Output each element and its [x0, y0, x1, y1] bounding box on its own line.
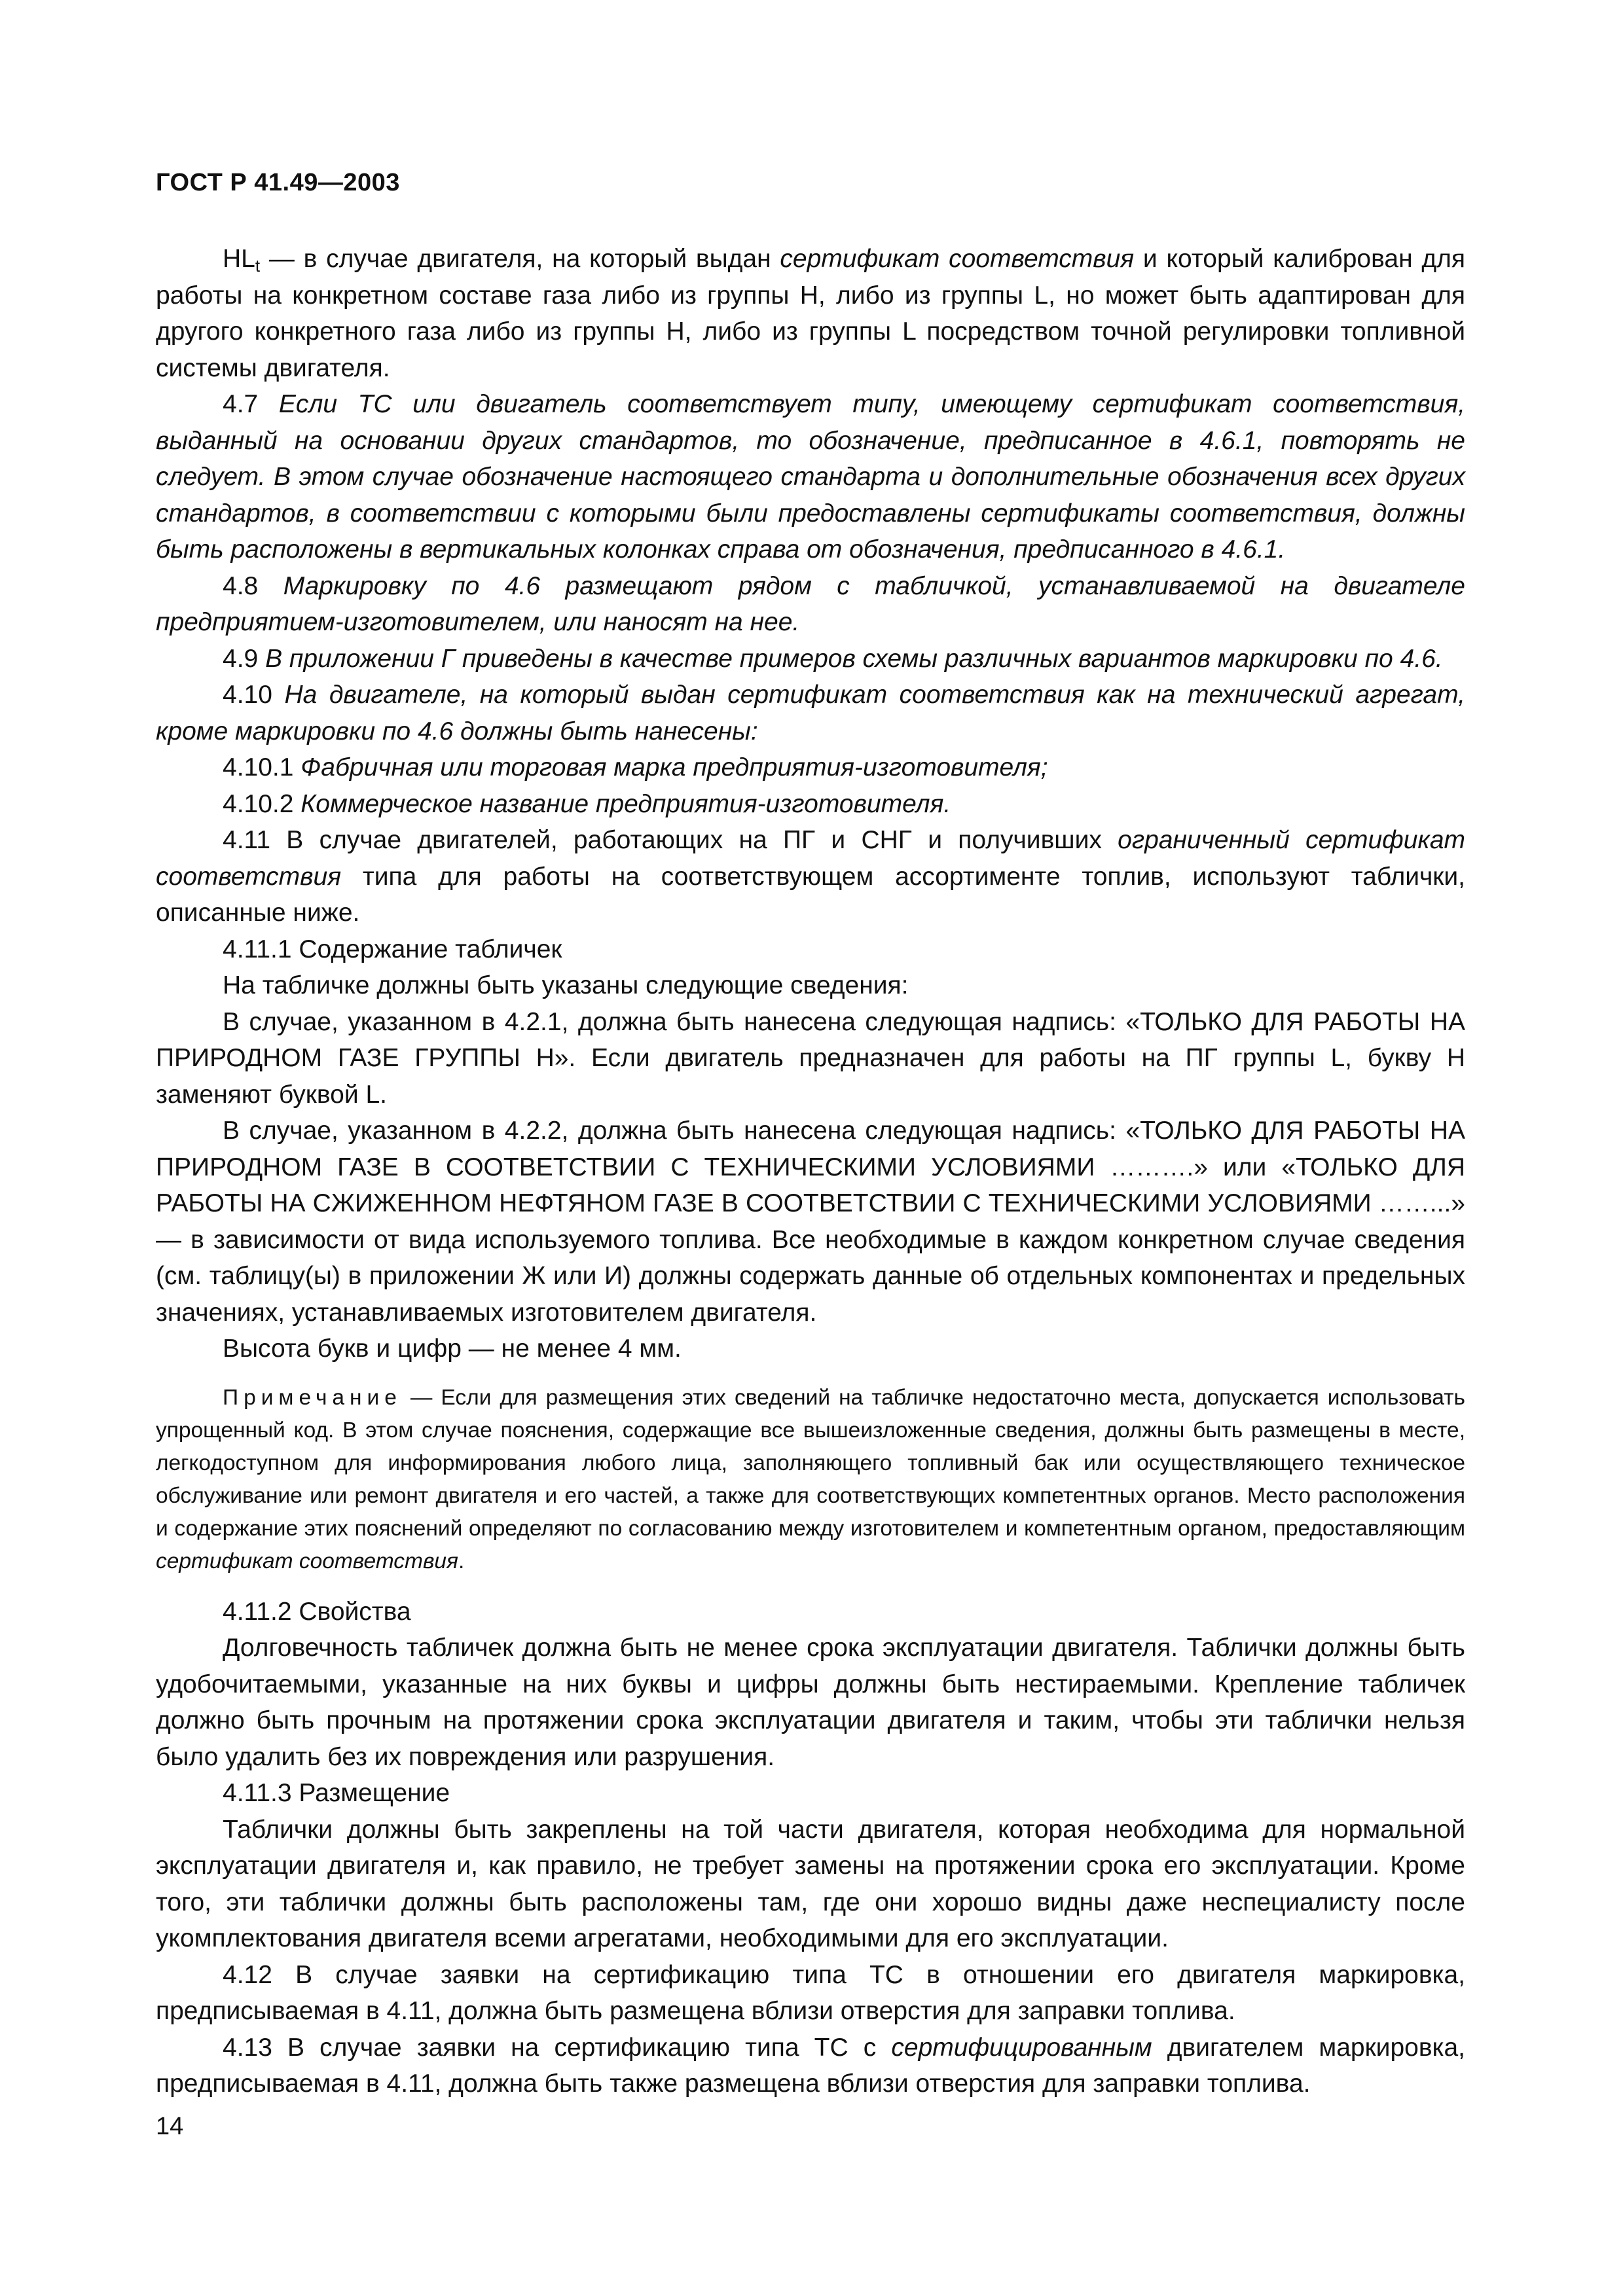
paragraph-case-4-2-1: В случае, указанном в 4.2.1, должна быть нанесена следующая надпись: «ТОЛЬКО ДЛЯ РАБОТЫ НА ПРИРОДНОМ ГАЗЕ ГРУППЫ H». Если двигатель предназначен для работы на ПГ группы L, букву H заменяют буквой L. [156, 1007, 1465, 1109]
paragraph-placement: Таблички должны быть закреплены на той части двигателя, которая необходима для нормальной эксплуатации двигателя и, как правило, не требует замены на протяжении срока его эксплуатации. Кроме того, эти таблички должны быть расположены там, где они хорошо видны даже неспециалисту после укомплектования двигателя всеми агрегатами, необходимыми для его эксплуатации. [156, 1815, 1465, 1952]
clause-text: Маркировку по 4.6 размещают рядом с табличкой, устанавливаемой на двигателе предприятием-изготовителем, или наносят на нее. [156, 571, 1465, 636]
paragraph-4-10 [156, 677, 1465, 749]
paragraph-4-11-2: 4.11.2 Свойства [223, 1597, 411, 1626]
paragraph-4-11 [156, 822, 1465, 931]
paragraph-table-info: На табличке должны быть указаны следующие сведения: [223, 971, 909, 999]
clause-text-tail: двигателем маркировка, предписываемая в 4.11, должна быть также размещена вблизи отверстия для заправки топлива. [156, 2033, 1465, 2098]
paragraph-4-13 [156, 2030, 1465, 2102]
paragraph-4-11-1: 4.11.1 Содержание табличек [223, 935, 562, 963]
paragraph-4-11-3: 4.11.3 Размещение [223, 1779, 450, 1807]
note-label: Примечание [223, 1385, 402, 1410]
clause-text: Если ТС или двигатель соответствует типу, имеющему сертификат соответствия, выданный на основании других стандартов, то обозначение, предписанное в 4.6.1, повторять не следует. В этом случае обозначение настоящего стандарта и дополнительные обозначения всех других стандартов, в соответствии с которыми были предоставлены сертификаты соответствия, должны быть расположены в вертикальных колонках справа от обозначения, предписанного в 4.6.1. [156, 390, 1465, 564]
document-body [156, 241, 1465, 2102]
paragraph-case-4-2-2: В случае, указанном в 4.2.2, должна быть нанесена следующая надпись: «ТОЛЬКО ДЛЯ РАБОТЫ НА ПРИРОДНОМ ГАЗЕ В СООТВЕТСТВИИ С ТЕХНИЧЕСКИМИ УСЛОВИЯМИ ……….» или «ТОЛЬКО ДЛЯ РАБОТЫ НА СЖИЖЕННОМ НЕФТЯНОМ ГАЗЕ В СООТВЕТСТВИИ С ТЕХНИЧЕСКИМИ УСЛОВИЯМИ ……...» — в зависимости от вида используемого топлива. Все необходимые в каждом конкретном случае сведения (см. таблицу(ы) в приложении Ж или И) должны содержать данные об отдельных компонентах и предельных значениях, устанавливаемых изготовителем двигателя. [156, 1117, 1465, 1327]
clause-text: 4.13 В случае заявки на сертификацию типа ТС с [223, 2033, 892, 2062]
clause-text: Коммерческое название предприятия-изготовителя. [301, 789, 951, 818]
paragraph-hl [156, 241, 1465, 386]
hl-symbol: HL [223, 245, 255, 273]
clause-number: 4.10.2 [223, 789, 301, 818]
clause-number: 4.7 [223, 390, 279, 418]
italic-term: ограниченный сертификат соответствия [156, 826, 1465, 891]
clause-number: 4.8 [223, 571, 283, 600]
clause-number: 4.10.1 [223, 753, 301, 781]
paragraph-durability: Долговечность табличек должна быть не менее срока эксплуатации двигателя. Таблички должны быть удобочитаемыми, указанные на них буквы и цифры должны быть нестираемыми. Крепление табличек должно быть прочным на протяжении срока эксплуатации двигателя и таким, чтобы эти таблички нельзя было удалить без их повреждения или разрушения. [156, 1634, 1465, 1771]
hl-subscript: t [255, 256, 261, 276]
clause-text: 4.11 В случае двигателей, работающих на ПГ и СНГ и получивших [223, 826, 1118, 854]
hl-text-tail: и который калиброван для работы на конкретном составе газа либо из группы H, либо из группы L, но может быть адаптирован для другого конкретного газа либо из группы H, либо из группы L посредством точной регулировки топливной системы двигателя. [156, 245, 1466, 382]
clause-text-tail: типа для работы на соответствующем ассортименте топлив, используют таблички, описанные ниже. [156, 862, 1465, 927]
paragraph-4-7 [156, 386, 1465, 568]
paragraph-4-8 [156, 568, 1465, 641]
paragraph-4-12: 4.12 В случае заявки на сертификацию типа ТС в отношении его двигателя маркировка, предписываемая в 4.11, должна быть размещена вблизи отверстия для заправки топлива. [156, 1960, 1465, 2025]
paragraph-4-9 [156, 641, 1465, 677]
clause-text: Фабричная или торговая марка предприятия-изготовителя; [301, 753, 1048, 781]
hl-text-part: — в случае двигателя, на который выдан [260, 245, 780, 273]
note-paragraph [156, 1382, 1465, 1578]
hl-italic-term: сертификат соответствия [780, 245, 1135, 273]
note-text-end: . [458, 1549, 465, 1573]
clause-number: 4.9 [223, 644, 266, 673]
italic-term: сертифицированным [891, 2033, 1152, 2062]
page-number: 14 [156, 2113, 184, 2140]
clause-number: 4.10 [223, 681, 285, 709]
note-text: — Если для размещения этих сведений на табличке недостаточно места, допускается использовать упрощенный код. В этом случае пояснения, содержащие все вышеизложенные сведения, должны быть размещены в месте, легкодоступном для информирования любого лица, заполняющего топливный бак или осуществляющего техническое обслуживание или ремонт двигателя и его частей, а также для соответствующих компетентных органов. Место расположения и содержание этих пояснений определяют по согласованию между изготовителем и компетентным органом, предоставляющим [156, 1385, 1465, 1541]
paragraph-4-10-1 [156, 749, 1465, 786]
note-italic-term: сертификат соответствия [156, 1549, 458, 1573]
clause-text: На двигателе, на который выдан сертификат соответствия как на технический агрегат, кроме маркировки по 4.6 должны быть нанесены: [156, 681, 1465, 745]
paragraph-4-10-2 [156, 786, 1465, 823]
paragraph-letter-height: Высота букв и цифр — не менее 4 мм. [223, 1335, 682, 1363]
clause-text: В приложении Г приведены в качестве примеров схемы различных вариантов маркировки по 4.6. [265, 644, 1443, 673]
document-code-header: ГОСТ Р 41.49—2003 [156, 169, 400, 196]
